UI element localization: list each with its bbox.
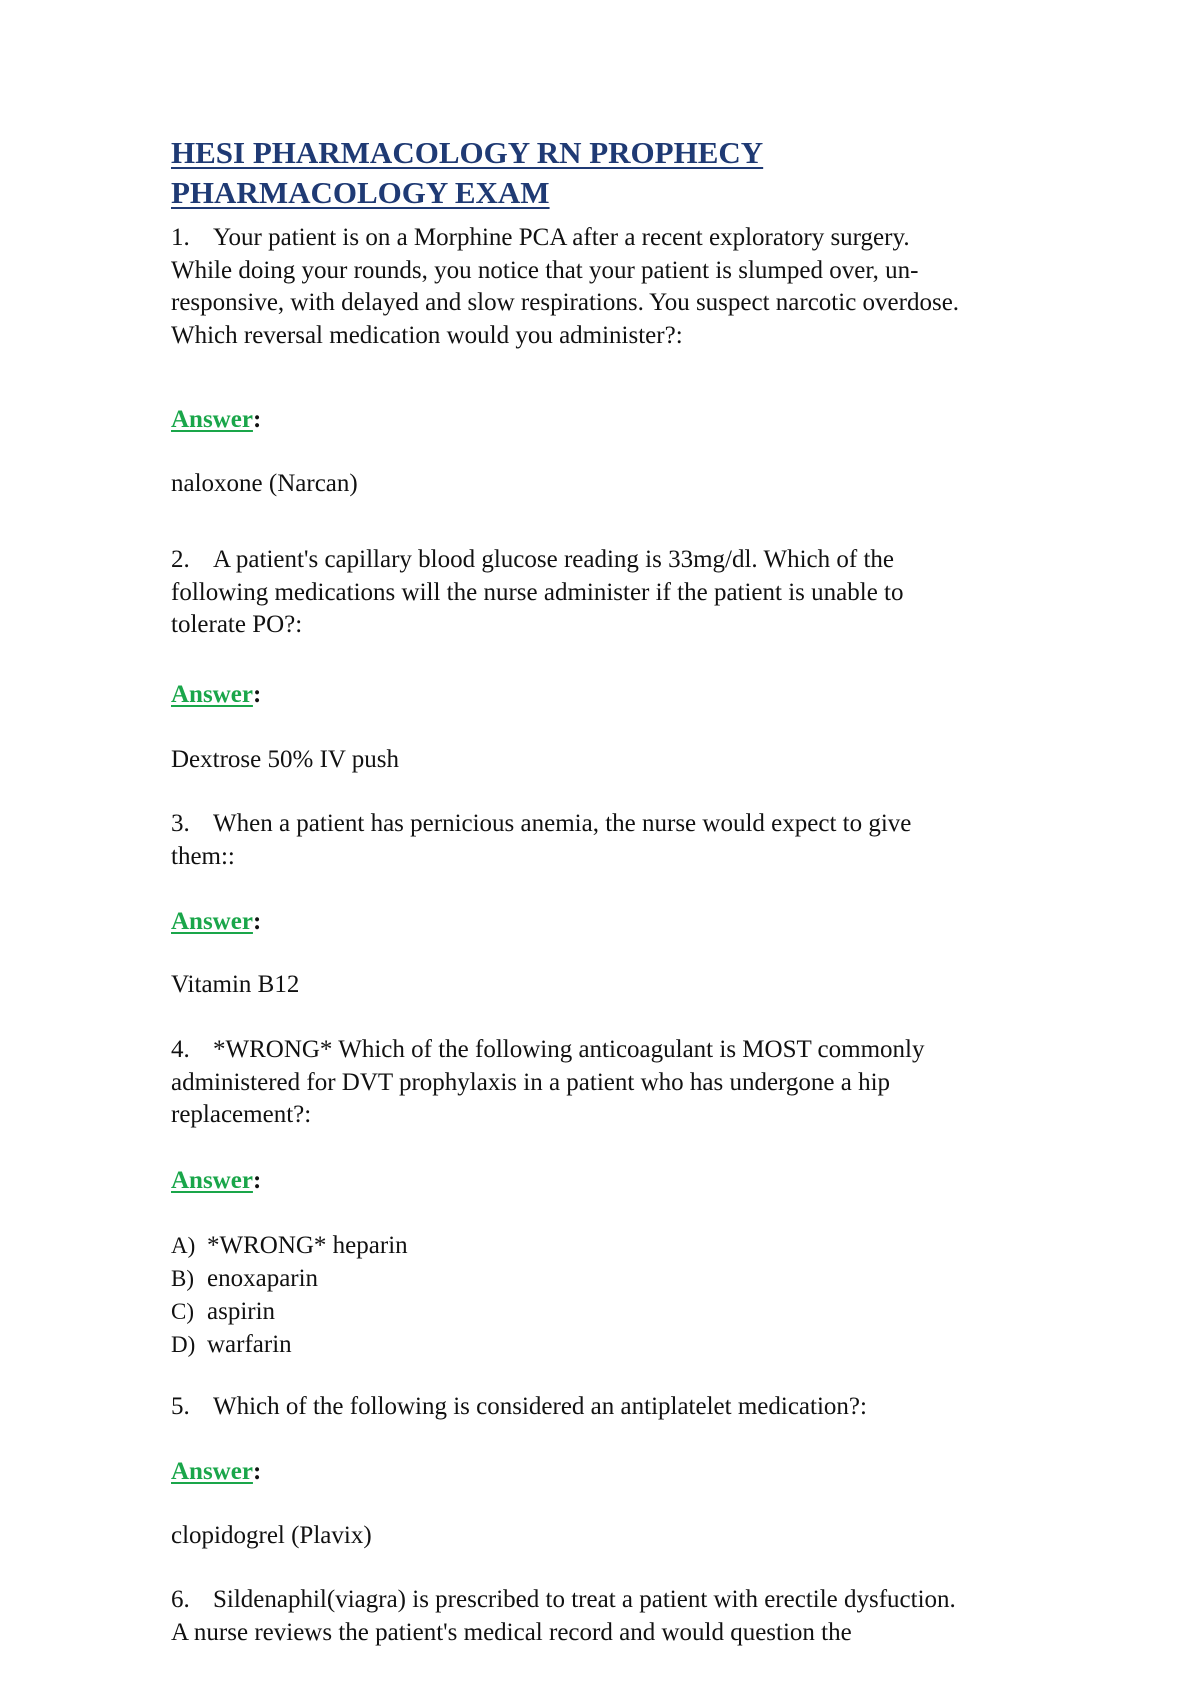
question-line: While doing your rounds, you notice that your patient is slumped over, un- <box>171 256 919 284</box>
question-line: replacement?: <box>171 1101 312 1128</box>
answer-options-4 <box>171 1229 408 1361</box>
question-1 <box>171 222 1071 352</box>
answer-option <box>171 1229 408 1262</box>
question-line <box>171 222 1071 255</box>
option-letter: C) <box>171 1299 194 1324</box>
question-text: A patient's capillary blood glucose reading is 33mg/dl. Which of the <box>213 546 894 573</box>
answer-text-5: clopidogrel (Plavix) <box>171 1522 372 1549</box>
option-letter: B) <box>171 1266 194 1291</box>
question-number: 5. <box>171 1393 190 1420</box>
question-line <box>171 1034 1071 1067</box>
answer-colon: : <box>252 406 262 433</box>
question-text: Which of the following is considered an antiplatelet medication?: <box>213 1393 867 1420</box>
question-6 <box>171 1584 1071 1649</box>
option-text: aspirin <box>207 1298 276 1325</box>
document-title <box>171 133 1071 213</box>
option-letter: D) <box>171 1332 196 1357</box>
answer-text-1: naloxone (Narcan) <box>171 470 358 497</box>
answer-label: Answer <box>171 1458 253 1485</box>
answer-text-2: Dextrose 50% IV push <box>171 746 399 773</box>
question-text: When a patient has pernicious anemia, the nurse would expect to give <box>213 810 912 837</box>
answer-label: Answer <box>171 406 253 433</box>
question-2 <box>171 544 1071 642</box>
question-number: 6. <box>171 1586 190 1613</box>
question-text: Your patient is on a Morphine PCA after a recent exploratory surgery. <box>213 224 910 251</box>
question-5 <box>171 1391 1071 1424</box>
question-line: Which reversal medication would you administer?: <box>171 321 683 349</box>
question-number: 1. <box>171 224 190 251</box>
question-number: 3. <box>171 810 190 837</box>
answer-heading-3 <box>171 907 261 937</box>
answer-option <box>171 1328 408 1361</box>
answer-heading-4 <box>171 1166 261 1196</box>
answer-label: Answer <box>171 908 253 935</box>
answer-colon: : <box>252 1458 262 1485</box>
question-line <box>171 1391 1071 1424</box>
answer-option <box>171 1262 408 1295</box>
question-number: 4. <box>171 1036 190 1063</box>
option-text: enoxaparin <box>207 1265 319 1292</box>
question-line <box>171 544 1071 577</box>
question-4 <box>171 1034 1071 1132</box>
answer-text-3: Vitamin B12 <box>171 971 300 998</box>
question-3 <box>171 808 1071 873</box>
title-line-1: HESI PHARMACOLOGY RN PROPHECY <box>171 135 764 170</box>
question-line <box>171 1584 1071 1617</box>
question-line: tolerate PO?: <box>171 611 303 638</box>
answer-heading-2 <box>171 680 261 710</box>
question-text: *WRONG* Which of the following anticoagulant is MOST commonly <box>213 1036 925 1063</box>
question-line: A nurse reviews the patient's medical record and would question the <box>171 1618 852 1646</box>
answer-colon: : <box>252 1167 262 1194</box>
question-text: Sildenaphil(viagra) is prescribed to treat a patient with erectile dysfuction. <box>213 1586 956 1613</box>
question-line: them:: <box>171 842 235 870</box>
answer-label: Answer <box>171 1167 253 1194</box>
option-text: *WRONG* heparin <box>207 1232 408 1259</box>
answer-colon: : <box>252 908 262 935</box>
title-line-2: PHARMACOLOGY EXAM <box>171 175 550 210</box>
answer-heading-1 <box>171 405 261 435</box>
question-line: following medications will the nurse administer if the patient is unable to <box>171 578 904 606</box>
question-number: 2. <box>171 546 190 573</box>
answer-option <box>171 1295 408 1328</box>
question-line: administered for DVT prophylaxis in a patient who has undergone a hip <box>171 1068 891 1096</box>
answer-colon: : <box>252 681 262 708</box>
question-line <box>171 808 1071 841</box>
question-line: responsive, with delayed and slow respirations. You suspect narcotic overdose. <box>171 289 960 316</box>
answer-label: Answer <box>171 681 253 708</box>
option-letter: A) <box>171 1233 196 1258</box>
answer-heading-5 <box>171 1457 261 1487</box>
option-text: warfarin <box>207 1331 292 1358</box>
